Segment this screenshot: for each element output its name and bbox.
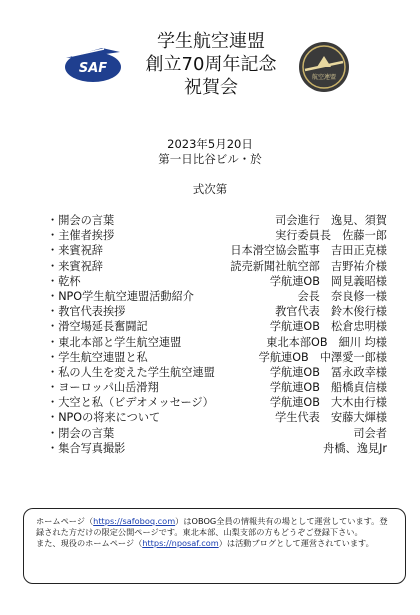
program-item-speaker: 学航連OB 岡見義昭様	[269, 274, 387, 288]
active-homepage-link[interactable]: https://nposaf.com	[142, 538, 219, 548]
program-item	[47, 365, 387, 380]
program-item-speaker: 舟橋、逸見Jr	[323, 441, 387, 455]
program-item-speaker: 会長 奈良修一様	[297, 289, 387, 303]
program-item	[47, 410, 387, 425]
program-item-title: ・私の人生を変えた学生航空連盟	[47, 365, 215, 379]
program-item	[47, 228, 387, 243]
note-2-prefix: また、現役のホームページ（	[36, 538, 143, 548]
program-item	[47, 259, 387, 274]
program-item	[47, 380, 387, 395]
program-item	[47, 319, 387, 334]
program-item-title: ・来賓祝辞	[47, 259, 103, 273]
program-item	[47, 289, 387, 304]
program-item-speaker: 東北本部OB 細川 均様	[266, 335, 387, 349]
event-venue: 第一日比谷ビル・於	[158, 152, 262, 166]
svg-text:航空連盟: 航空連盟	[311, 74, 337, 81]
program-item-title: ・主催者挨拶	[47, 229, 115, 243]
note-paragraph-1	[36, 516, 395, 538]
event-title	[128, 30, 294, 99]
program-item	[47, 335, 387, 350]
obog-homepage-link[interactable]: https://safoboq.com	[93, 516, 176, 526]
emblem-logo	[297, 40, 351, 94]
program-item-title: ・閉会の言葉	[47, 426, 115, 440]
program-item-speaker: 読売新聞社航空部 吉野祐介様	[230, 259, 387, 273]
program-item	[47, 426, 387, 441]
program-item-title: ・集合写真撮影	[47, 441, 126, 455]
program-item-title: ・来賓祝辞	[47, 244, 103, 258]
program-list	[47, 213, 387, 456]
note-paragraph-2	[36, 538, 395, 549]
program-item	[47, 304, 387, 319]
program-item-speaker: 司会進行 逸見、須賀	[275, 214, 387, 227]
program-item-title: ・NPOの将来について	[47, 411, 161, 425]
program-item	[47, 395, 387, 410]
program-item-title: ・東北本部と学生航空連盟	[47, 335, 182, 349]
program-item-title: ・学生航空連盟と私	[47, 350, 148, 364]
program-item-speaker: 学航連OB 中澤愛一郎様	[258, 350, 387, 364]
program-item-speaker: 学生代表 安藤大煇様	[275, 411, 387, 425]
program-item-speaker: 日本滑空協会監事 吉田正克様	[230, 244, 387, 258]
note-1-suffix: ）はOBOG全員の情報共有の場として運営しています。登録された方だけの限定公開ページです。東北本部、山梨支部の方もどうぞご登録下さい。	[36, 516, 388, 537]
homepage-note-box	[23, 508, 406, 584]
note-1-prefix: ホームページ（	[36, 516, 94, 526]
program-item-speaker: 学航連OB 冨永政幸様	[269, 365, 387, 379]
program-item-title: ・ヨーロッパ山岳滑翔	[47, 381, 159, 395]
svg-text:SAF: SAF	[78, 61, 108, 76]
saf-logo	[62, 44, 124, 86]
program-item-title: ・大空と私（ビデオメッセージ）	[47, 396, 214, 410]
program-item-title: ・開会の言葉	[47, 214, 115, 227]
program-item	[47, 243, 387, 258]
program-item-title: ・乾杯	[47, 274, 81, 288]
program-item	[47, 213, 387, 228]
program-item-speaker: 教官代表 鈴木俊行様	[275, 305, 387, 319]
program-item	[47, 350, 387, 365]
title-line-2: 創立70周年記念	[145, 54, 277, 75]
program-item-title: ・NPO学生航空連盟活動紹介	[47, 289, 194, 303]
title-line-1: 学生航空連盟	[157, 31, 265, 52]
program-item-title: ・教官代表挨拶	[47, 305, 126, 319]
program-heading: 式次第	[192, 182, 228, 196]
program-item-speaker: 学航連OB 松倉忠明様	[269, 320, 387, 334]
title-line-3: 祝賀会	[184, 77, 238, 98]
program-item-speaker: 学航連OB 船橋貞信様	[269, 381, 387, 395]
event-date: 2023年5月20日	[167, 137, 253, 151]
date-venue	[0, 137, 420, 167]
program-item-speaker: 司会者	[353, 426, 387, 440]
program-item	[47, 441, 387, 456]
note-2-suffix: ）は活動ブログとして運営されています。	[218, 538, 374, 548]
program-item-speaker: 実行委員長 佐藤一郎	[275, 229, 387, 243]
program-item-speaker: 学航連OB 大木由行様	[269, 396, 387, 410]
program-item	[47, 274, 387, 289]
program-item-title: ・滑空場延長奮闘記	[47, 320, 148, 334]
